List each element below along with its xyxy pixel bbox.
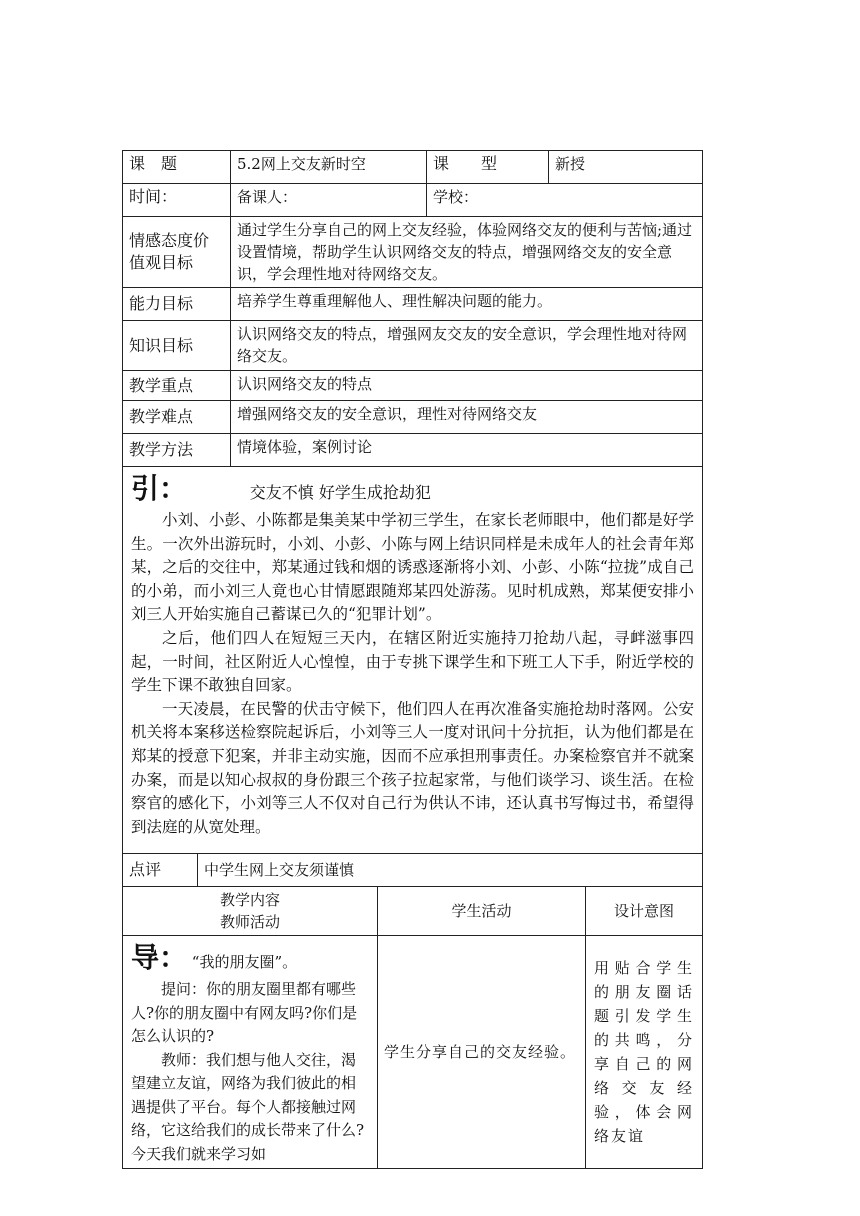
goal-label: 教学难点 (123, 401, 231, 434)
goal-text: 增强网络交友的安全意识，理性对待网络交友 (231, 401, 703, 434)
lesson-info-table (122, 150, 703, 854)
goal-label: 知识目标 (123, 321, 231, 371)
topic-value: 5.2网上交友新时空 (231, 151, 427, 184)
lead-marker: 导： (131, 941, 188, 974)
intro-paragraph: 之后，他们四人在短短三天内，在辖区附近实施持刀抢劫八起，寻衅滋事四起，一时间，社区附近人心惶惶，由于专挑下课学生和下班工人下手，附近学校的学生下课不敢独自回家。 (131, 628, 694, 695)
school-label: 学校： (427, 184, 703, 217)
activity-table (122, 886, 703, 1169)
topic-label: 课 题 (123, 151, 231, 184)
student-activity-cell: 学生分享自己的交友经验。 (378, 936, 586, 1169)
intent-column-header: 设计意图 (586, 887, 703, 936)
goal-text: 情境体验，案例讨论 (231, 434, 703, 467)
teacher-header-line2: 教师活动 (219, 913, 280, 931)
type-label: 课 型 (427, 151, 549, 184)
comment-text: 中学生网上交友须谨慎 (198, 854, 703, 887)
teacher-header-line1: 教学内容 (219, 891, 280, 909)
time-label: 时间： (123, 184, 231, 217)
intro-paragraph: 一天凌晨，在民警的伏击守候下，他们四人在再次准备实施抢劫时落网。公安机关将本案移送检察院起诉后，小刘等三人一度对讯问十分抗拒，认为他们都是在郑某的授意下犯案，并非主动实施，因而不应承担刑事责任。办案检察官并不就案办案，而是以知心叔叔的身份跟三个孩子拉起家常，与他们谈学习、谈生活。在检察官的感化下，小刘等三人不仅对自己行为供认不讳，还认真书写悔过书，希望得到法庭的从宽处理。 (131, 699, 694, 836)
teacher-column-header (123, 887, 378, 936)
lead-teacher-text: 教师：我们想与他人交往，渴望建立友谊，网络为我们彼此的相遇提供了平台。每个人都接触过网络，它这给我们的成长带来了什么?今天我们就来学习如 (131, 1050, 365, 1163)
goal-text: 认识网络交友的特点，增强网友交友的安全意识，学会理性地对待网络交友。 (231, 321, 703, 371)
goal-label: 教学方法 (123, 434, 231, 467)
comment-label: 点评 (123, 854, 198, 887)
goal-text: 认识网络交友的特点 (231, 371, 703, 401)
goal-text: 培养学生尊重理解他人、理性解决问题的能力。 (231, 288, 703, 321)
goal-label: 教学重点 (123, 371, 231, 401)
student-column-header: 学生活动 (378, 887, 586, 936)
goal-label: 能力目标 (123, 288, 231, 321)
intro-paragraph: 小刘、小彭、小陈都是集美某中学初三学生，在家长老师眼中，他们都是好学生。一次外出游玩时，小刘、小彭、小陈与网上结识同样是未成年人的社会青年郑某，之后的交往中，郑某通过钱和烟的诱惑逐渐将小刘、小彭、小陈“拉拢”成自己的小弟，而小刘三人竟也心甘情愿跟随郑某四处游荡。见时机成熟，郑某便安排小刘三人开始实施自己蓄谋已久的“犯罪计划”。 (131, 511, 694, 624)
lead-title: “我的朋友圈”。 (191, 953, 298, 971)
intro-marker: 引： (131, 472, 188, 505)
lead-question: 提问：你的朋友圈里都有哪些人?你的朋友圈中有网友吗?你们是怎么认识的? (131, 980, 358, 1045)
comment-table (122, 853, 703, 887)
lesson-plan (122, 150, 702, 1169)
intro-case-section (123, 467, 703, 854)
intro-title: 交友不慎 好学生成抢劫犯 (249, 483, 431, 502)
goal-label: 情感态度价值观目标 (123, 217, 231, 288)
type-value: 新授 (549, 151, 703, 184)
preparer-label: 备课人： (231, 184, 427, 217)
goal-text: 通过学生分享自己的网上交友经验，体验网络交友的便利与苦恼;通过设置情境，帮助学生认识网络交友的特点，增强网络交友的安全意识，学会理性地对待网络交友。 (231, 217, 703, 288)
design-intent-cell: 用贴合学生的朋友圈话题引发学生的共鸣，分享自己的网络交友经验，体会网络友谊 (586, 936, 703, 1169)
teacher-activity-cell (123, 936, 378, 1169)
